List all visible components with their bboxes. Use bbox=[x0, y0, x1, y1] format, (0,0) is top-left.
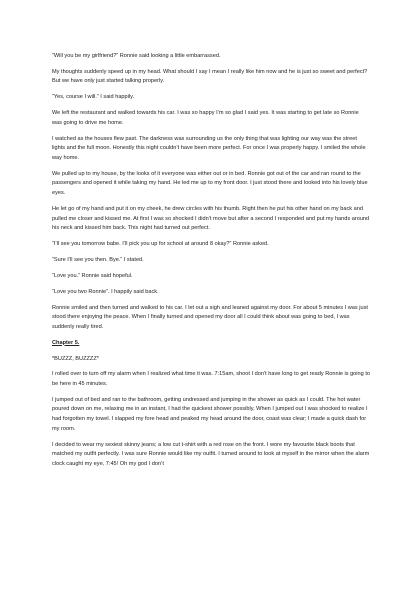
chapter-heading: Chapter 5. bbox=[52, 339, 80, 346]
paragraph: He let go of my hand and put it on my cheek, he drew circles with his thumb. Right then he put his other hand on my back and pulled me closer and kissed me. At first I was so shocked I didn’t move but after a second I responded and put my hands around his neck and kissed him back. This night had turned out perfect. bbox=[52, 205, 370, 232]
paragraph: “Love you.” Ronnie said hopeful. bbox=[52, 272, 133, 279]
paragraph: We pulled up to my house, by the looks of it everyone was either out or in bed. Ronnie got out of the car and ran round to the passengers and opened it while taking my hand. He led me up to my front door. I just stood there and looked into his lovely blue eyes. bbox=[52, 170, 368, 197]
paragraph: “Love you two Ronnie”. I happily said back. bbox=[52, 288, 159, 295]
paragraph: *BUZZZ, BUZZZZ* bbox=[52, 355, 99, 362]
paragraph: My thoughts suddenly speed up in my head. What should I say I mean I really like him now and he is just so sweet and perfect? But we have only just started talking properly. bbox=[52, 68, 368, 85]
document-page bbox=[52, 52, 370, 476]
paragraph: I jumped out of bed and ran to the bathroom, getting undressed and jumping in the shower as quick as I could. The hot water poured down on me, relaxing me in an instant, I had the quickest shower possibly. When I jumped out I was shocked to realize I had forgotten my towel. I slapped my fore head and peaked my head around the door, coast was clear; I made a quick dash for my room. bbox=[52, 396, 368, 432]
paragraph: I rolled over to turn off my alarm when I realized what time it was. 7:15am, shoot I don’t have long to get ready Ronnie is going to be here in 45 minutes. bbox=[52, 371, 370, 387]
paragraph: “I’ll see you tomorrow babe. I’ll pick you up for school at around 8 okay?” Ronnie asked. bbox=[52, 240, 269, 247]
paragraph: We left the restaurant and walked towards his car. I was so happy I’m so glad I said yes. It was starting to get late so Ronnie was going to drive me home. bbox=[52, 110, 359, 126]
paragraph: “Sure I’ll see you then. Bye.” I stated. bbox=[52, 256, 144, 263]
paragraph: I decided to wear my sexiest skinny jeans; a low cut t-shirt with a red rose on the front. I wore my favourite black boots that matched my outfit perfectly. I was sure Ronnie would like my outfit. I turned around to look at myself in the mirror when the alarm clock caught my eye, 7:45! Oh my god I don’t bbox=[52, 441, 370, 467]
paragraph: “Will you be my girlfriend?” Ronnie said looking a little embarrassed. bbox=[52, 53, 221, 59]
paragraph: I watched as the houses flew past. The darkness was surrounding us the only thing that was lighting our way was the street lights and the full moon. Honestly this night couldn’t have been more perfect. For once I was properly happy. I smiled the whole way home. bbox=[52, 135, 366, 161]
paragraph: Ronnie smiled and then turned and walked to his car. I let out a sigh and leaned against my door. For about 5 minutes I was just stood there enjoying the peace. When I finally turned and opened my door all I could think about was going to bed, I was suddenly really tired. bbox=[52, 304, 368, 330]
paragraph: “Yes, course I will.” I said happily. bbox=[52, 94, 135, 101]
